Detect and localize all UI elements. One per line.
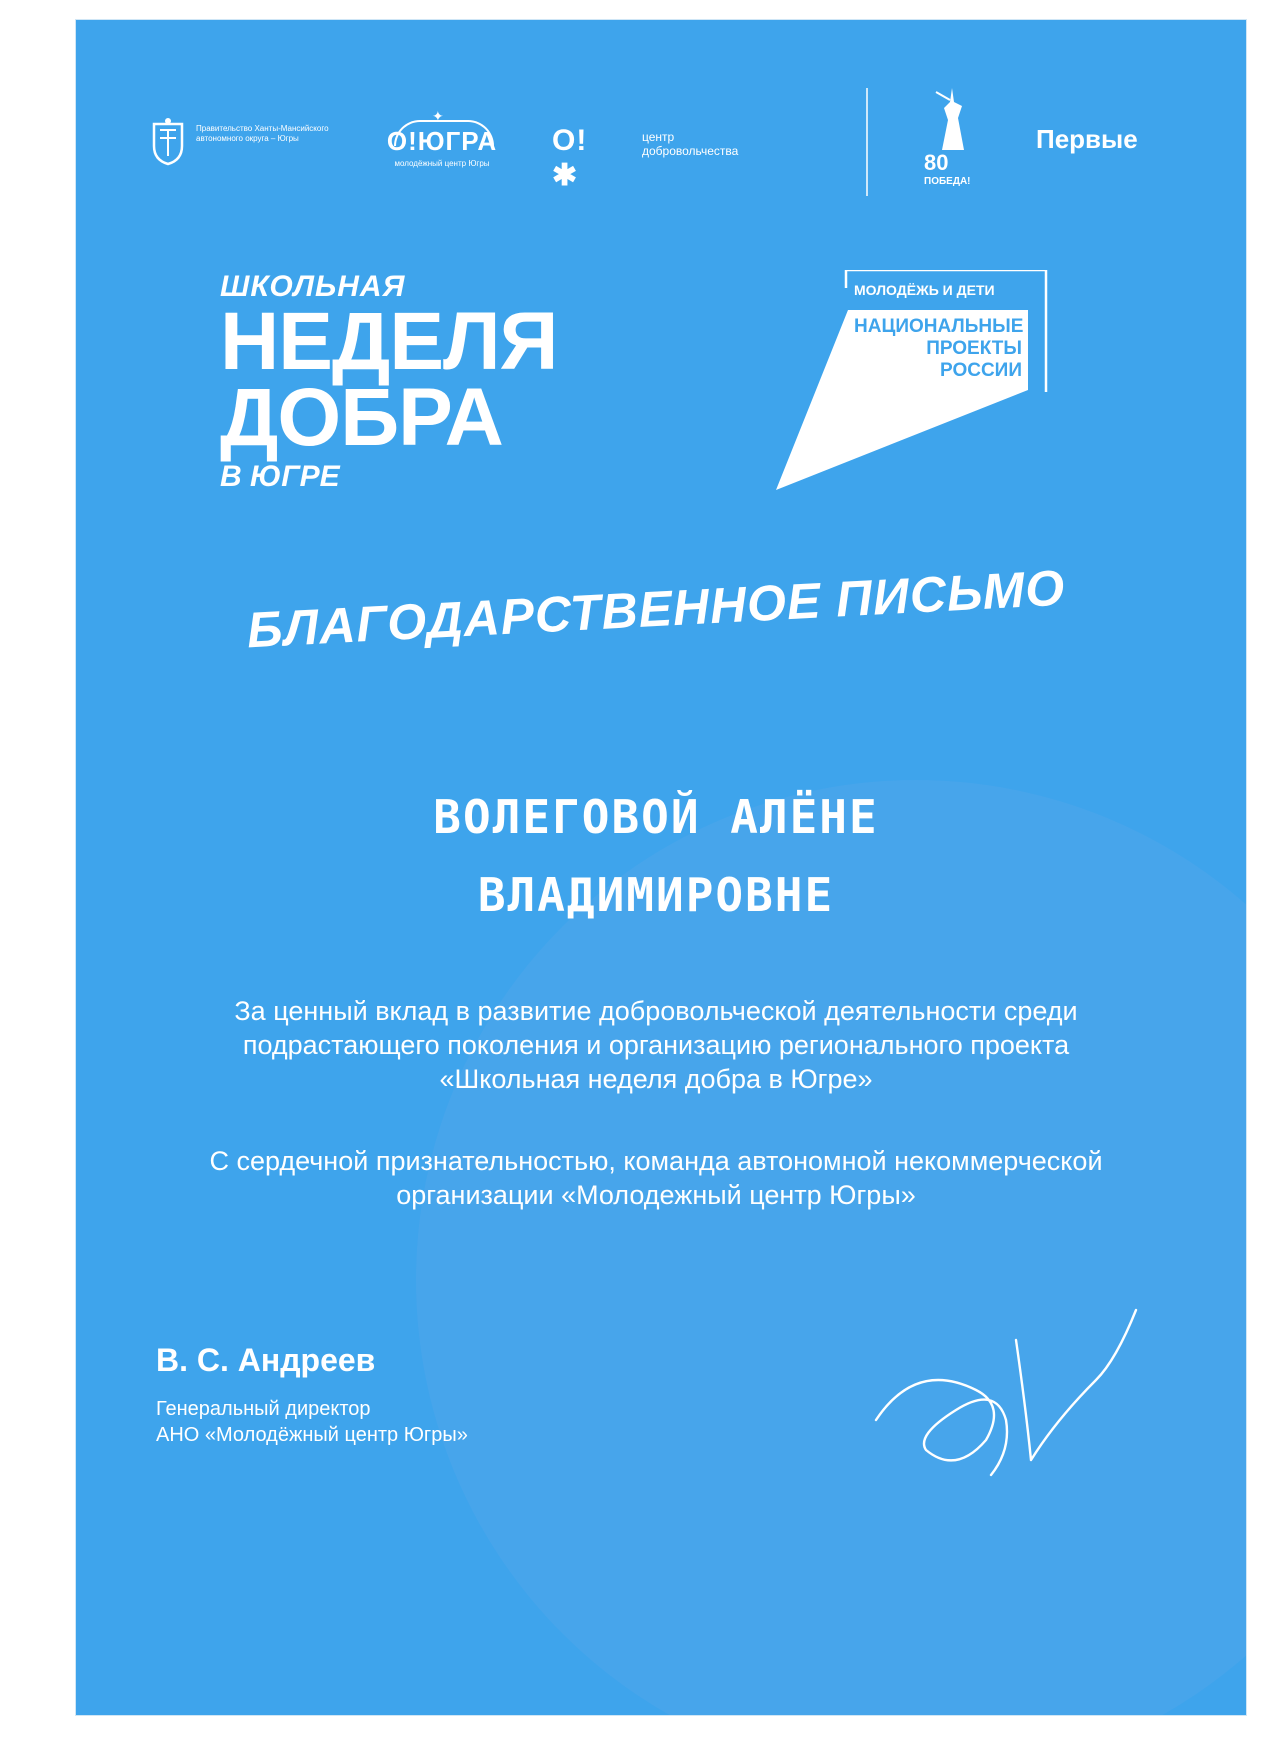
signer-position-line-1: Генеральный директор [156, 1398, 371, 1420]
volunteer-center-text: центр добровольчества [642, 130, 739, 158]
volunteer-center-mark: О!✱ [552, 124, 588, 192]
pobeda-label: ПОБЕДА! [924, 176, 971, 187]
recipient-line-1: ВОЛЕГОВОЙ АЛЁНЕ [433, 790, 879, 844]
national-projects-text: НАЦИОНАЛЬНЫЕ ПРОЕКТЫ РОССИИ [854, 316, 1024, 381]
recipient-name [176, 778, 1136, 934]
government-logo [148, 106, 338, 176]
closing-paragraph: С сердечной признательностью, команда автономной некоммерческой организации «Молодежный центр Югры» [209, 1146, 1103, 1210]
recipient-line-2: ВЛАДИМИРОВНЕ [477, 868, 835, 922]
ougra-subtitle: молодёжный центр Югры [394, 159, 490, 168]
national-projects-logo [776, 270, 1076, 490]
campaign-line-3: ДОБРА [220, 372, 503, 463]
document-title: БЛАГОДАРСТВЕННОЕ ПИСЬМО [245, 559, 1067, 659]
coat-of-arms-icon [148, 116, 188, 166]
header-divider [866, 88, 868, 196]
pobeda-number: 80 [924, 150, 949, 175]
certificate-sheet [76, 20, 1246, 1715]
pobeda-80-logo [924, 88, 984, 198]
ougra-logo-text: О!ЮГРА [386, 126, 498, 156]
arc-icon [394, 120, 494, 146]
campaign-line-4: В ЮГРЕ [220, 460, 340, 493]
pervye-logo: Первые [1036, 124, 1138, 154]
star-icon: ✦ [432, 108, 444, 124]
campaign-line-2: НЕДЕЛЯ [220, 296, 558, 387]
signer-name: В. С. Андреев [156, 1342, 376, 1378]
campaign-title [220, 270, 640, 494]
handwritten-signature [856, 1300, 1156, 1500]
monument-icon [932, 88, 976, 154]
signer-position-line-2: АНО «Молодёжный центр Югры» [156, 1424, 468, 1446]
gratitude-paragraph: За ценный вклад в развитие добровольческой деятельности среди подрастающего поколения и организацию регионального проекта «Школьная неделя добра в Югре» [234, 996, 1078, 1094]
national-projects-top: МОЛОДЁЖЬ И ДЕТИ [854, 282, 995, 298]
signer-position [156, 1396, 468, 1448]
government-text: Правительство Ханты-Мансийского автономного округа – Югры [196, 124, 329, 143]
ougra-logo [372, 108, 512, 178]
campaign-line-1: ШКОЛЬНАЯ [220, 270, 406, 303]
